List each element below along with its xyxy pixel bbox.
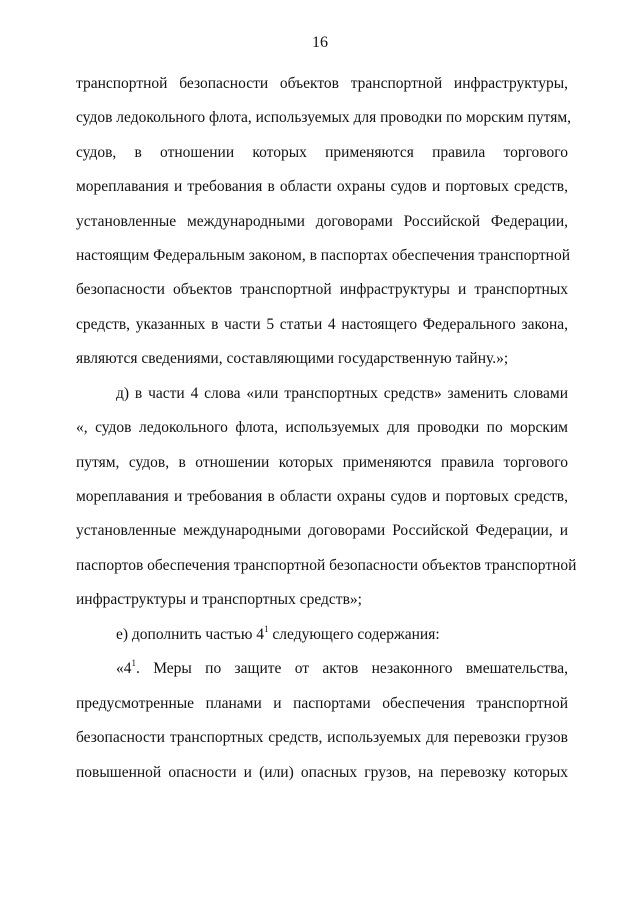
paragraph-e-text: е) дополнить частью 4 (116, 626, 265, 643)
quote-first-line (116, 659, 568, 679)
text-line: судов, в отношении которых применяются правила торгового (76, 144, 568, 161)
paragraph-e-line (116, 625, 568, 645)
text-line: являются сведениями, составляющими государственную тайну.»; (76, 350, 509, 367)
superscript: 1 (264, 623, 269, 634)
text-line: инфраструктуры и транспортных средств»; (76, 591, 362, 608)
text-line: безопасности транспортных средств, используемых для перевозки грузов (76, 729, 568, 746)
text-line: путям, судов, в отношении которых применяются правила торгового (76, 454, 568, 471)
text-line: мореплавания и требования в области охраны судов и портовых средств, (76, 488, 568, 505)
text-line: установленные международными договорами Российской Федерации, и (76, 522, 568, 539)
page-number: 16 (312, 34, 328, 51)
text-line: транспортной безопасности объектов транспортной инфраструктуры, (76, 75, 568, 92)
text-line: повышенной опасности и (или) опасных грузов, на перевозку которых (76, 764, 568, 781)
text-line: «, судов ледокольного флота, используемых для проводки по морским (76, 419, 568, 436)
text-line: установленные международными договорами Российской Федерации, (76, 213, 568, 230)
text-line: настоящим Федеральным законом, в паспортах обеспечения транспортной (76, 247, 570, 264)
text-line: паспортов обеспечения транспортной безопасности объектов транспортной (76, 557, 577, 574)
text-line: мореплавания и требования в области охраны судов и портовых средств, (76, 178, 568, 195)
paragraph-d-first-line: д) в части 4 слова «или транспортных средств» заменить словами (116, 385, 568, 402)
paragraph-e-text-tail: следующего содержания: (268, 626, 440, 643)
text-line: средств, указанных в части 5 статьи 4 настоящего Федерального закона, (76, 316, 568, 333)
quote-text-tail: . Меры по защите от актов незаконного вмешательства, (136, 660, 568, 677)
superscript: 1 (131, 657, 136, 668)
text-line: судов ледокольного флота, используемых для проводки по морским путям, (76, 109, 572, 126)
quote-text: «4 (116, 660, 132, 677)
text-line: безопасности объектов транспортной инфраструктуры и транспортных (76, 281, 568, 298)
text-line: предусмотренные планами и паспортами обеспечения транспортной (76, 695, 568, 712)
